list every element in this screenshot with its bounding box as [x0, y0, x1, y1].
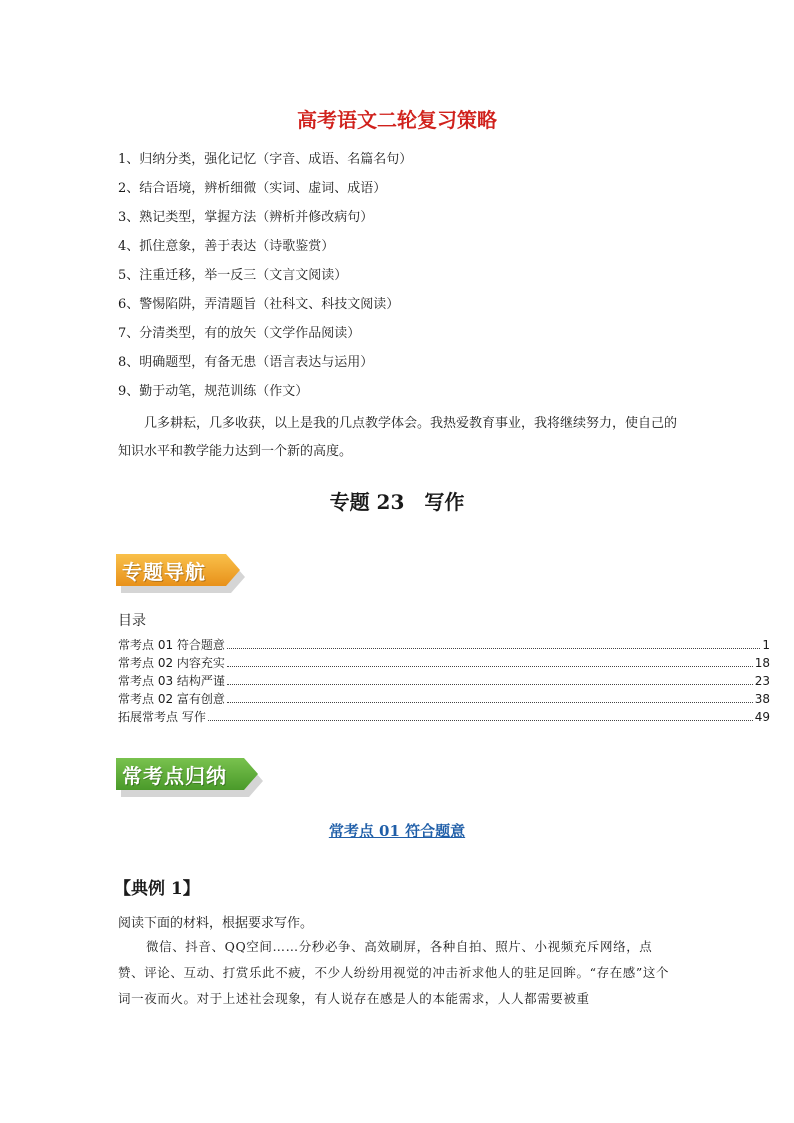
strategy-item: 1、归纳分类，强化记忆（字音、成语、名篇名句） — [118, 152, 413, 167]
material-paragraph — [118, 934, 678, 1012]
toc-label: 目录 — [118, 613, 146, 629]
toc-entry-name: 常考点 02 富有创意 — [118, 692, 225, 706]
point-title-link[interactable]: 常考点 01 符合题意 — [328, 822, 466, 840]
strategy-item: 3、熟记类型，掌握方法（辨析并修改病句） — [118, 210, 374, 225]
strategy-list — [118, 150, 412, 411]
toc-entry-page: 23 — [754, 674, 770, 688]
closing-text: 几多耕耘，几多收获，以上是我的几点教学体会。我热爱教育事业，我将继续努力，使自己的知识水平和教学能力达到一个新的高度。 — [118, 416, 678, 459]
strategy-closing-paragraph — [118, 410, 678, 466]
toc-entry-page: 1 — [762, 638, 770, 652]
toc-leader-dots — [227, 702, 753, 703]
topic-title: 专题 23 写作 — [329, 490, 465, 514]
toc-entry-name: 常考点 01 符合题意 — [118, 638, 225, 652]
table-of-contents — [118, 636, 770, 726]
strategy-item: 4、抓住意象，善于表达（诗歌鉴赏） — [118, 239, 335, 254]
strategy-item: 6、警惕陷阱，弄清题旨（社科文、科技文阅读） — [118, 297, 400, 312]
nav-banner — [116, 552, 246, 594]
toc-leader-dots — [227, 666, 753, 667]
material-text: 微信、抖音、QQ空间……分秒必争、高效刷屏，各种自拍、照片、小视频充斥网络，点赞、评论、互动、打赏乐此不疲，不少人纷纷用视觉的冲击祈求他人的驻足回眸。“存在感”这个词一夜而火。对于上述社会现象，有人说存在感是人的本能需求，人人都需要被重 — [118, 939, 670, 1006]
toc-entry-page: 18 — [754, 656, 770, 670]
toc-leader-dots — [227, 648, 760, 649]
toc-entry[interactable] — [118, 654, 770, 672]
toc-leader-dots — [227, 684, 753, 685]
strategy-title: 高考语文二轮复习策略 — [297, 108, 497, 132]
toc-entry[interactable] — [118, 708, 770, 726]
toc-entry-name: 常考点 02 内容充实 — [118, 656, 225, 670]
strategy-item: 2、结合语境，辨析细微（实词、虚词、成语） — [118, 181, 387, 196]
strategy-item: 5、注重迁移，举一反三（文言文阅读） — [118, 268, 348, 283]
summary-banner — [116, 756, 266, 798]
strategy-item: 9、勤于动笔，规范训练（作文） — [118, 384, 309, 399]
toc-entry-name: 拓展常考点 写作 — [118, 710, 206, 724]
toc-entry-page: 38 — [754, 692, 770, 706]
writing-instruction: 阅读下面的材料，根据要求写作。 — [118, 916, 314, 931]
toc-entry-name: 常考点 03 结构严谨 — [118, 674, 225, 688]
toc-entry[interactable] — [118, 690, 770, 708]
strategy-item: 8、明确题型，有备无患（语言表达与运用） — [118, 355, 374, 370]
strategy-item: 7、分清类型，有的放矢（文学作品阅读） — [118, 326, 361, 341]
toc-entry[interactable] — [118, 672, 770, 690]
summary-banner-label: 常考点归纳 — [122, 764, 227, 788]
toc-entry-page: 49 — [754, 710, 770, 724]
example-label: 【典例 1】 — [114, 879, 200, 899]
toc-entry[interactable] — [118, 636, 770, 654]
toc-leader-dots — [208, 720, 753, 721]
nav-banner-label: 专题导航 — [122, 560, 206, 584]
